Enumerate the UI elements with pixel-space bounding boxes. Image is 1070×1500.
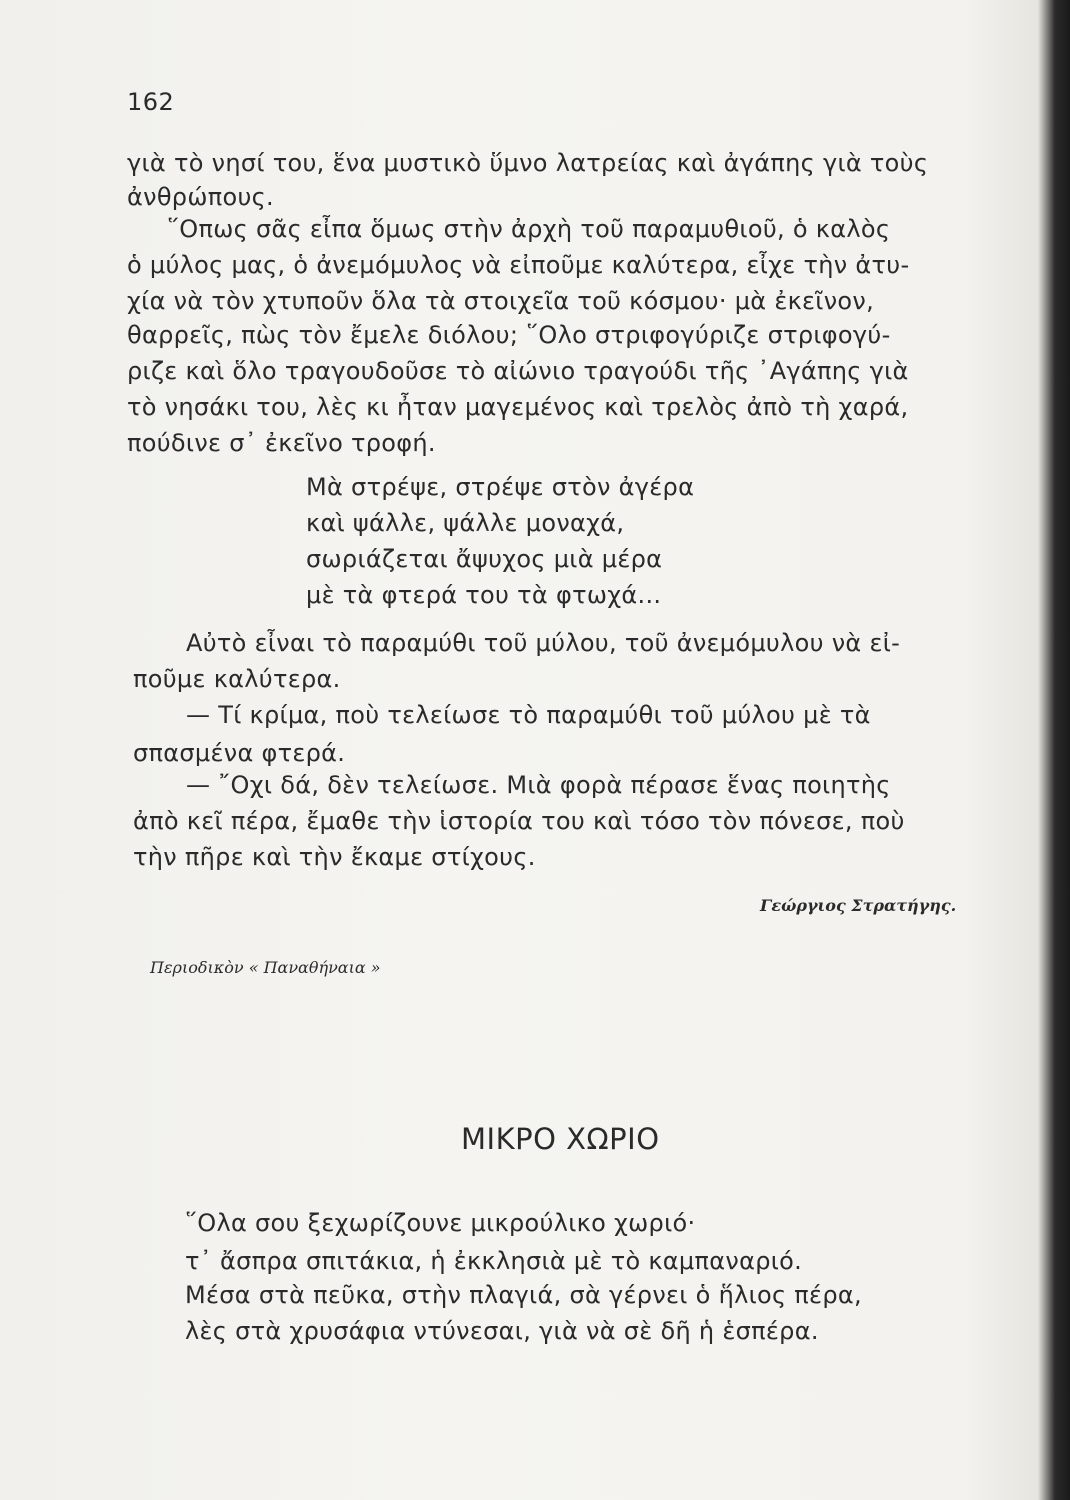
closing-line: σπασμένα φτερά. xyxy=(133,739,346,767)
poem-line: Μέσα στὰ πεῦκα, στὴν πλαγιά, σὰ γέρνει ὁ ἥλιος πέρα, xyxy=(185,1281,862,1309)
verse-line: μὲ τὰ φτερά του τὰ φτωχά... xyxy=(306,581,662,609)
author-signature: Γεώργιος Στρατήγης. xyxy=(760,896,957,915)
poem-line: τ᾿ ἄσπρα σπιτάκια, ἡ ἐκκλησιὰ μὲ τὸ καμπαναριό. xyxy=(185,1247,803,1275)
prose-line: θαρρεῖς, πὼς τὸν ἔμελε διόλου; ῞Ολο στριφογύριζε στριφογύ- xyxy=(127,321,891,349)
prose-line: τὸ νησάκι του, λὲς κι ἦταν μαγεμένος καὶ τρελὸς ἀπὸ τὴ χαρά, xyxy=(127,393,909,421)
source-citation: Περιοδικὸν « Παναθήναια » xyxy=(150,958,381,977)
verse-line: σωριάζεται ἄψυχος μιὰ μέρα xyxy=(306,545,663,573)
closing-line: ἀπὸ κεῖ πέρα, ἔμαθε τὴν ἱστορία του καὶ τόσο τὸν πόνεσε, ποὺ xyxy=(133,807,905,835)
prose-line: χία νὰ τὸν χτυποῦν ὅλα τὰ στοιχεῖα τοῦ κόσμου· μὰ ἐκεῖνον, xyxy=(127,287,875,315)
prose-line: γιὰ τὸ νησί του, ἕνα μυστικὸ ὕμνο λατρείας καὶ ἀγάπης γιὰ τοὺς xyxy=(127,149,929,177)
closing-line: τὴν πῆρε καὶ τὴν ἔκαμε στίχους. xyxy=(133,843,536,871)
prose-line: ριζε καὶ ὅλο τραγουδοῦσε τὸ αἰώνιο τραγούδι τῆς ᾿Αγάπης γιὰ xyxy=(127,357,909,385)
closing-line: — Τί κρίμα, ποὺ τελείωσε τὸ παραμύθι τοῦ μύλου μὲ τὰ xyxy=(186,701,871,729)
page-number: 162 xyxy=(127,88,175,116)
closing-line: ποῦμε καλύτερα. xyxy=(133,665,341,693)
poem-line: λὲς στὰ χρυσάφια ντύνεσαι, γιὰ νὰ σὲ δῆ ἡ ἑσπέρα. xyxy=(185,1317,819,1345)
verse-line: καὶ ψάλλε, ψάλλε μοναχά, xyxy=(306,509,625,537)
closing-line: — ῎Οχι δά, δὲν τελείωσε. Μιὰ φορὰ πέρασε ἕνας ποιητὴς xyxy=(186,771,891,799)
verse-line: Μὰ στρέψε, στρέψε στὸν ἀγέρα xyxy=(306,473,695,501)
prose-line: πούδινε σ᾿ ἐκεῖνο τροφή. xyxy=(127,429,436,457)
prose-line: ῞Οπως σᾶς εἶπα ὅμως στὴν ἀρχὴ τοῦ παραμυθιοῦ, ὁ καλὸς xyxy=(167,215,891,243)
prose-line: ὁ μύλος μας, ὁ ἀνεμόμυλος νὰ εἰποῦμε καλύτερα, εἶχε τὴν ἀτυ- xyxy=(127,251,910,279)
prose-line: ἀνθρώπους. xyxy=(127,183,274,211)
poem-title: ΜΙΚΡΟ ΧΩΡΙΟ xyxy=(461,1122,660,1156)
poem-line: ῞Ολα σου ξεχωρίζουνε μικρούλικο χωριό· xyxy=(185,1209,696,1237)
closing-line: Αὐτὸ εἶναι τὸ παραμύθι τοῦ μύλου, τοῦ ἀνεμόμυλου νὰ εἰ- xyxy=(186,629,901,657)
